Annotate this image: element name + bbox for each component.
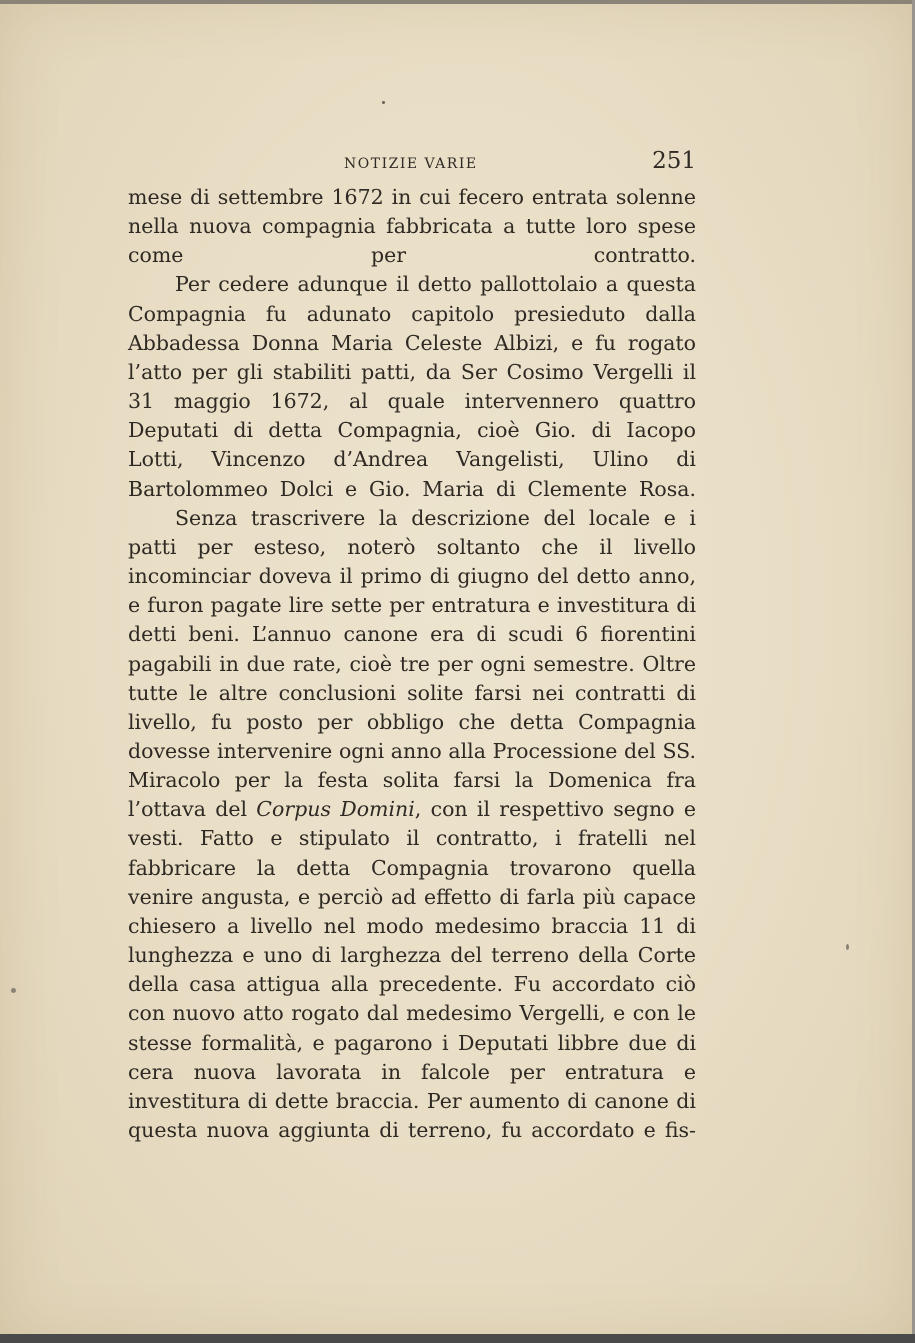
running-title: NOTIZIE VARIE — [344, 156, 478, 172]
scan-bottom-edge — [0, 1334, 915, 1343]
paper-speck — [11, 988, 16, 993]
running-header — [130, 148, 696, 178]
body-text — [128, 183, 696, 1145]
page-number: 251 — [652, 148, 696, 174]
paragraph-3: Senza trascrivere la descrizione del locale e i patti per esteso, noterò soltanto che il livello incominciar doveva il primo di giugno del detto anno, e furon pagate lire sette per entratura e investitura di detti beni. L’annuo canone era di scudi 6 fiorentini pagabili in due rate, cioè tre per ogni semestre. Oltre tutte le altre conclusioni solite farsi nei contratti di livello, fu posto per obbligo che detta Compagnia dovesse intervenire ogni anno alla Processione del SS. Miracolo per la festa solita farsi la Domenica fra l’ottava del Corpus Domini, con il respettivo segno e vesti. Fatto e stipulato il contratto, i fratelli nel fabbricare la detta Compagnia trovarono quella venire angusta, e perciò ad effetto di farla più capace chiesero a livello nel modo medesimo braccia 11 di lunghezza e uno di larghezza del terreno della Corte della casa attigua alla precedente. Fu accordato ciò con nuovo atto rogato dal medesimo Vergelli, e con le stesse formalità, e pagarono i Deputati libbre due di cera nuova lavorata in falcole per entratura e investitura di dette braccia. Per aumento di canone di questa nuova aggiunta di terreno, fu accordato e fis- — [128, 505, 696, 1142]
paper-speck — [382, 101, 385, 104]
paragraph-1: mese di settembre 1672 in cui fecero entrata solenne nella nuova compagnia fabbricata a tutte loro spese come per contratto. — [128, 185, 696, 268]
scan-top-edge — [0, 0, 915, 4]
paragraph-2: Per cedere adunque il detto pallottolaio a questa Compagnia fu adunato capitolo presieduto dalla Abbadessa Donna Maria Celeste Albizi, e fu rogato l’atto per gli stabiliti patti, da Ser Cosimo Vergelli il 31 maggio 1672, al quale intervennero quattro Deputati di detta Compagnia, cioè Gio. di Iacopo Lotti, Vincenzo d’Andrea Vangelisti, Ulino di Bartolommeo Dolci e Gio. Maria di Clemente Rosa. — [128, 272, 696, 501]
paper-speck — [846, 944, 849, 950]
italic-phrase: Corpus Domini — [256, 797, 415, 822]
